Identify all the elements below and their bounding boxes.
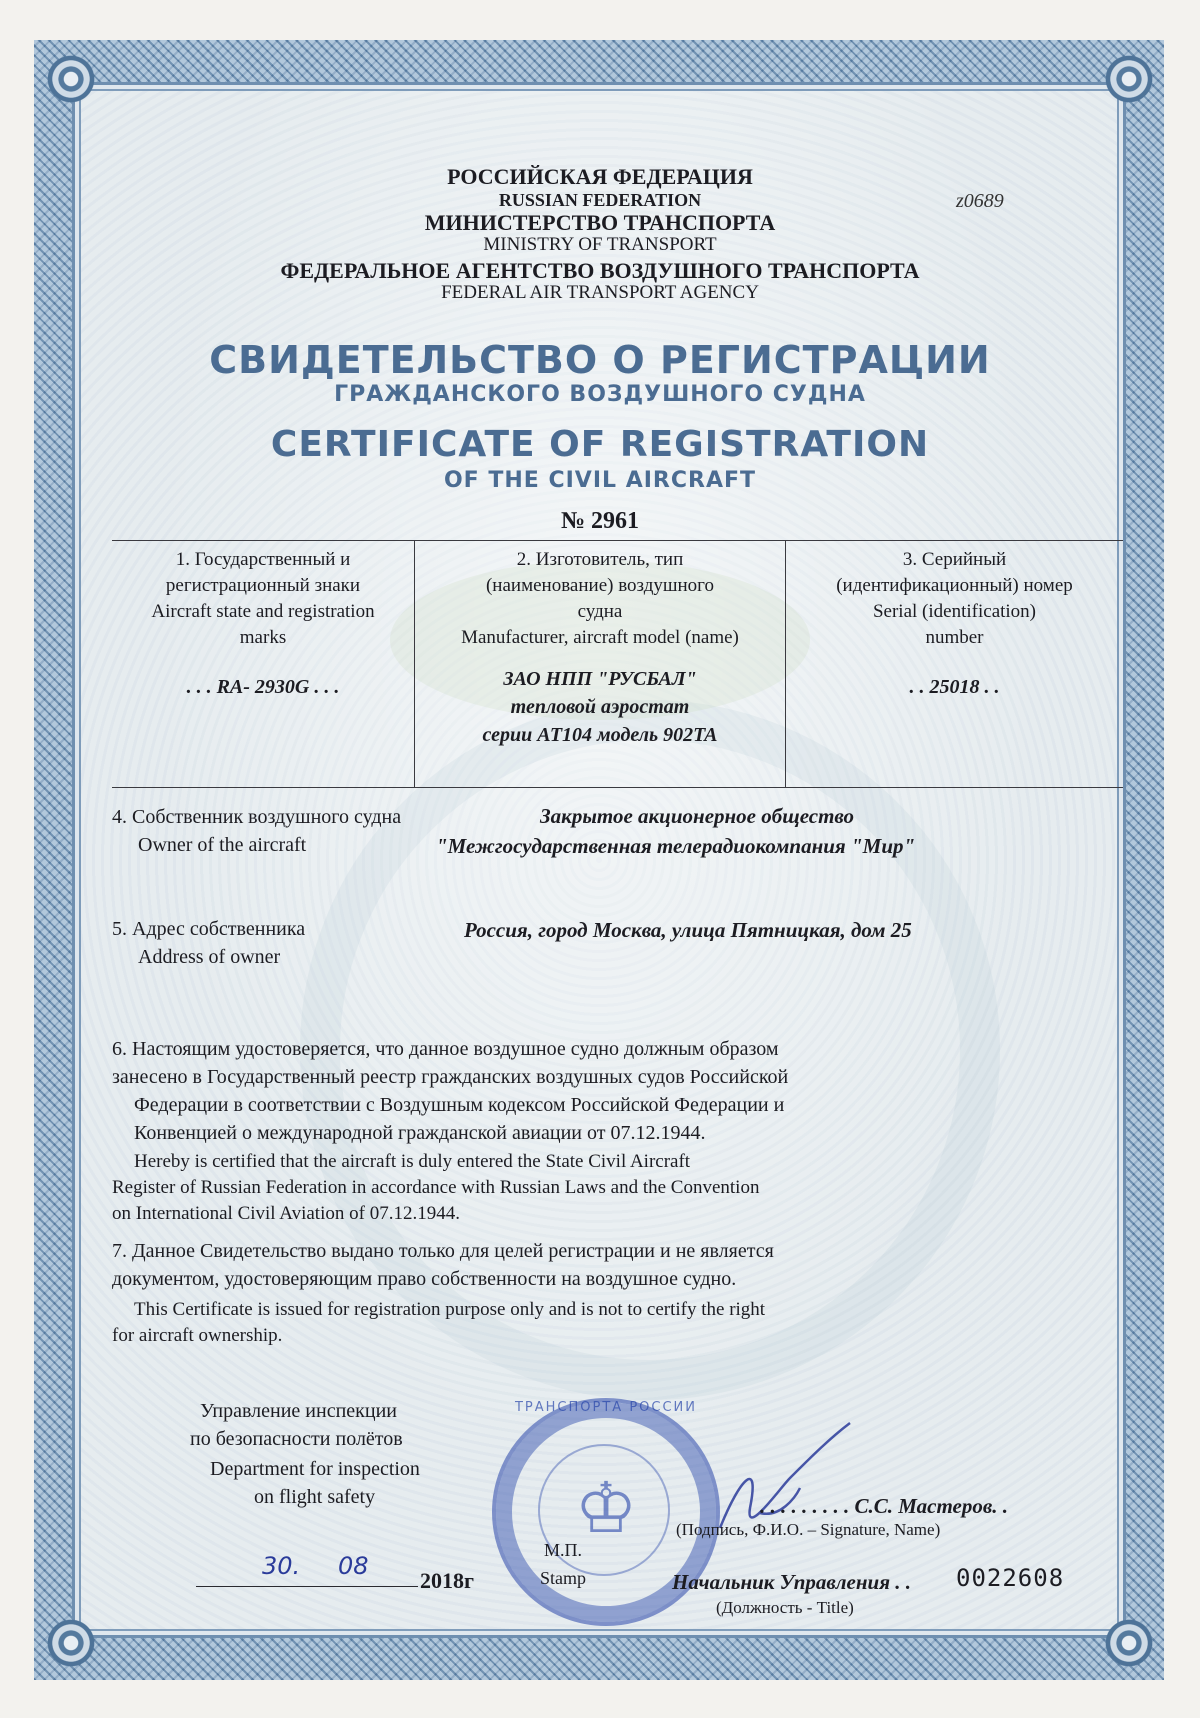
double-headed-eagle-icon: ♔ — [574, 1471, 638, 1548]
seal-ring-text: ТРАНСПОРТА РОССИИ — [514, 1400, 697, 1415]
owner-label-ru: 4. Собственник воздушного судна — [112, 806, 402, 828]
col3-label-en1: Serial (identification) — [872, 601, 1037, 622]
col1-label-ru2: регистрационный знаки — [165, 575, 361, 596]
title-en-line1: CERTIFICATE OF REGISTRATION — [270, 424, 930, 465]
section6-ru-line2: занесено в Государственный реестр гражданских воздушных судов Российской — [112, 1066, 789, 1088]
section6-ru-line3: Федерации в соответствии с Воздушным кодексом Российской Федерации и — [134, 1094, 785, 1116]
corner-ornament-icon — [44, 1616, 98, 1670]
header-ministry-en: MINISTRY OF TRANSPORT — [483, 234, 717, 255]
section6-ru-line1: 6. Настоящим удостоверяется, что данное воздушное судно должным образом — [112, 1038, 779, 1060]
owner-label-en: Owner of the aircraft — [138, 834, 307, 856]
col2-label-ru2: (наименование) воздушного — [485, 575, 714, 596]
corner-ornament-icon — [1102, 1616, 1156, 1670]
department-ru-line2: по безопасности полётов — [190, 1428, 403, 1450]
owner-value-line1: Закрытое акционерное общество — [540, 804, 855, 828]
date-day: 30. — [262, 1552, 301, 1580]
aircraft-model-value: серии АТ104 модель 902ТА — [482, 724, 718, 746]
section6-en-line2: Register of Russian Federation in accordance with Russian Laws and the Convention — [112, 1177, 760, 1198]
manufacturer-value: ЗАО НПП "РУСБАЛ" — [503, 668, 697, 690]
serial-number-value: . . 25018 . . — [909, 676, 1000, 698]
section7-ru-line1: 7. Данное Свидетельство выдано только для целей регистрации и не является — [112, 1240, 774, 1262]
department-en-line2: on flight safety — [254, 1486, 376, 1508]
section7-en-line1: This Certificate is issued for registration purpose only and is not to certify the right — [134, 1299, 766, 1320]
section7-ru-line2: документом, удостоверяющим право собственности на воздушное судно. — [112, 1268, 737, 1290]
corner-ornament-icon — [1102, 52, 1156, 106]
col1-label-en1: Aircraft state and registration — [151, 601, 375, 622]
signature-caption: (Подпись, Ф.И.О. – Signature, Name) — [676, 1520, 941, 1539]
title-caption: (Должность - Title) — [716, 1598, 854, 1617]
section6-en-line1: Hereby is certified that the aircraft is duly entered the State Civil Aircraft — [134, 1151, 691, 1172]
certificate-number: № 2961 — [560, 508, 640, 534]
stamp-label-ru: М.П. — [544, 1540, 583, 1560]
registration-marks-value: . . . RA- 2930G . . . — [186, 676, 340, 698]
aircraft-type-value: тепловой аэростат — [510, 696, 690, 718]
title-en-line2: OF THE CIVIL AIRCRAFT — [443, 468, 757, 493]
department-ru-line1: Управление инспекции — [200, 1400, 397, 1422]
section6-ru-line4: Конвенцией о международной гражданской авиации от 07.12.1944. — [134, 1122, 706, 1144]
title-ru-line2: ГРАЖДАНСКОГО ВОЗДУШНОГО СУДНА — [334, 382, 866, 407]
header-agency-ru: ФЕДЕРАЛЬНОЕ АГЕНТСТВО ВОЗДУШНОГО ТРАНСПОРТА — [280, 258, 920, 283]
department-en-line1: Department for inspection — [210, 1458, 420, 1480]
col1-label-ru1: 1. Государственный и — [175, 549, 351, 570]
aircraft-details-table — [112, 540, 1123, 788]
form-number: 0022608 — [956, 1564, 1065, 1592]
header-agency-en: FEDERAL AIR TRANSPORT AGENCY — [441, 282, 759, 303]
signatory-name: . . . . . . . . . С.С. Мастеров. . — [760, 1494, 1008, 1518]
address-label-en: Address of owner — [138, 946, 281, 968]
date-month: 08 — [338, 1552, 369, 1580]
date-year: 2018г — [420, 1568, 474, 1593]
header-country-ru: РОССИЙСКАЯ ФЕДЕРАЦИЯ — [447, 164, 753, 189]
col3-label-ru1: 3. Серийный — [902, 549, 1007, 570]
header-ministry-ru: МИНИСТЕРСТВО ТРАНСПОРТА — [424, 210, 776, 235]
col2-label-ru3: судна — [577, 601, 623, 622]
cell-manufacturer-model — [415, 541, 786, 788]
col3-label-ru2: (идентификационный) номер — [836, 575, 1073, 596]
corner-ornament-icon — [44, 52, 98, 106]
col1-label-en2: marks — [239, 627, 287, 648]
col2-label-en1: Manufacturer, aircraft model (name) — [461, 627, 739, 648]
date-underline — [196, 1586, 418, 1587]
document-serial: z0689 — [956, 190, 1004, 212]
address-label-ru: 5. Адрес собственника — [112, 918, 306, 940]
stamp-label-en: Stamp — [540, 1568, 587, 1588]
title-ru-line1: СВИДЕТЕЛЬСТВО О РЕГИСТРАЦИИ — [209, 338, 991, 382]
cell-registration-marks — [112, 541, 415, 788]
section6-en-line3: on International Civil Aviation of 07.12.1944. — [112, 1203, 460, 1224]
col3-label-en2: number — [925, 627, 984, 648]
cell-serial-number — [786, 541, 1124, 788]
section7-en-line2: for aircraft ownership. — [112, 1325, 283, 1346]
header-country-en: RUSSIAN FEDERATION — [498, 190, 702, 210]
owner-value-line2: "Межгосударственная телерадиокомпания "Мир" — [436, 834, 916, 858]
signatory-title: Начальник Управления . . — [672, 1570, 912, 1594]
col2-label-ru1: 2. Изготовитель, тип — [516, 549, 684, 570]
address-value: Россия, город Москва, улица Пятницкая, дом 25 — [464, 918, 912, 942]
